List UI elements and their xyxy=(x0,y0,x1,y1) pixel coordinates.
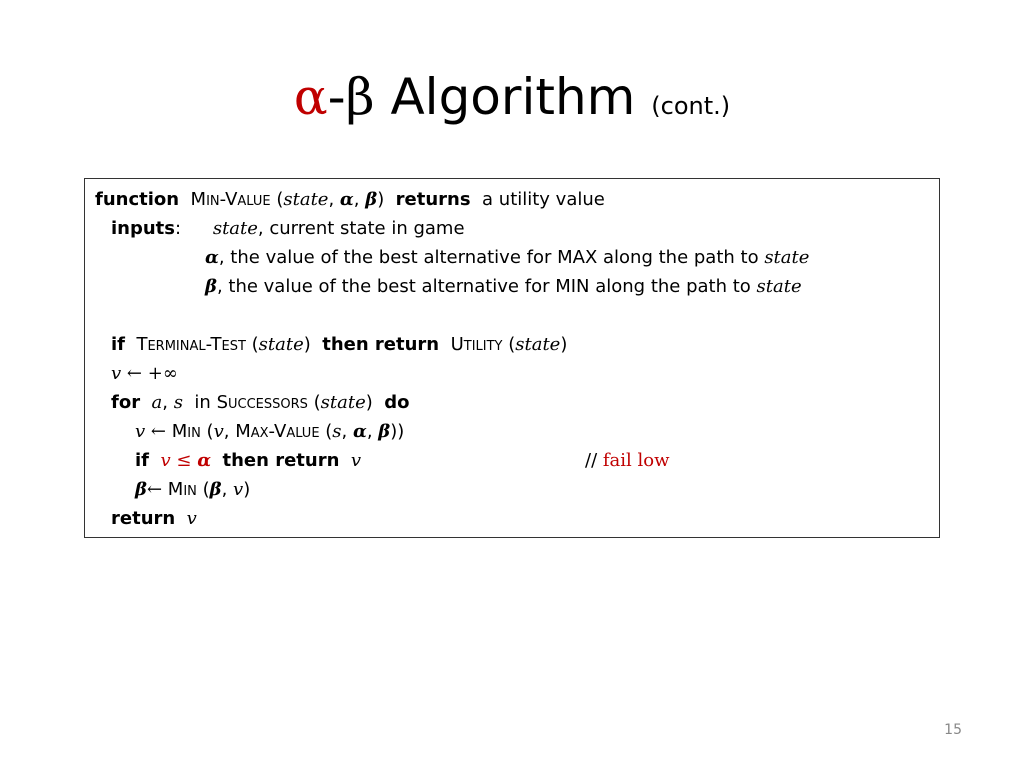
title-dash: - xyxy=(327,68,346,126)
symbol-alpha: α xyxy=(339,189,354,210)
var-state: state xyxy=(212,218,258,239)
comment-slashes: // xyxy=(585,450,598,471)
assign-arrow: ← xyxy=(126,363,142,384)
var-s: s xyxy=(332,421,342,442)
algorithm-box xyxy=(84,178,940,538)
keyword-function: function xyxy=(95,189,180,210)
algo-line-for-loop: for a, s in SUCCESSORS (state) do xyxy=(111,392,410,413)
title-text: Algorithm xyxy=(374,68,636,126)
algo-line-terminal-test: if TERMINAL-TEST (state) then return UTILITY (state) xyxy=(111,334,568,355)
symbol-beta: β xyxy=(378,421,391,442)
var-v: v xyxy=(160,450,171,471)
keyword-then-return: then return xyxy=(322,334,440,355)
keyword-if: if xyxy=(111,334,126,355)
page-number: 15 xyxy=(944,722,962,738)
var-v: v xyxy=(135,421,146,442)
keyword-then-return: then return xyxy=(222,450,340,471)
var-state: state xyxy=(764,247,810,268)
fn-max-value: MAX-VALUE xyxy=(235,421,320,442)
algo-line-inputs: inputs: state, current state in game xyxy=(111,218,465,239)
var-v: v xyxy=(111,363,122,384)
algo-line-alpha-input xyxy=(205,243,809,272)
var-v: v xyxy=(233,479,244,500)
algo-line-update-beta: β← MIN (β, v) xyxy=(135,479,251,500)
title-beta-symbol: β xyxy=(345,68,375,126)
var-v: v xyxy=(186,508,197,529)
slide-title xyxy=(0,62,1024,141)
algo-line-signature: function MIN-VALUE (state, α, β) returns a utility value xyxy=(95,189,605,210)
symbol-beta: β xyxy=(135,479,147,500)
alpha-description: , the value of the best alternative for MAX along the path to xyxy=(218,247,759,268)
algo-line-return xyxy=(111,504,197,533)
positive-infinity: +∞ xyxy=(147,363,178,384)
keyword-returns: returns xyxy=(395,189,471,210)
fn-min: MIN xyxy=(171,421,201,442)
fn-min: MIN xyxy=(167,479,197,500)
var-state: state xyxy=(283,189,329,210)
fn-terminal-test: TERMINAL-TEST xyxy=(136,334,246,355)
keyword-inputs: inputs xyxy=(111,218,176,239)
var-state: state xyxy=(258,334,304,355)
returns-description: a utility value xyxy=(482,189,605,210)
algo-line-init-v xyxy=(111,359,178,388)
keyword-if: if xyxy=(135,450,150,471)
symbol-alpha: α xyxy=(197,450,212,471)
var-state: state xyxy=(515,334,561,355)
var-v: v xyxy=(350,450,362,471)
assign-arrow: ← xyxy=(146,479,163,500)
var-state: state xyxy=(756,276,802,297)
word-in: in xyxy=(194,392,211,413)
fn-successors: SUCCESSORS xyxy=(216,392,308,413)
title-alpha-symbol: α xyxy=(293,68,328,126)
title-suffix: (cont.) xyxy=(651,92,731,120)
comment-text: fail low xyxy=(602,450,670,471)
symbol-alpha: α xyxy=(205,247,219,268)
fn-min-value: MIN-VALUE xyxy=(190,189,271,210)
var-state: state xyxy=(320,392,366,413)
beta-description: , the value of the best alternative for MIN along the path to xyxy=(216,276,751,297)
var-a: a xyxy=(151,392,163,413)
algo-line-beta-input xyxy=(205,272,802,301)
comment-fail-low xyxy=(585,446,670,475)
keyword-return: return xyxy=(111,508,176,529)
assign-arrow: ← xyxy=(150,421,166,442)
algo-line-prune xyxy=(135,446,670,475)
keyword-for: for xyxy=(111,392,141,413)
fn-utility: UTILITY xyxy=(450,334,503,355)
algo-line-update-v: v ← MIN (v, MAX-VALUE (s, α, β)) xyxy=(135,421,405,442)
state-description: , current state in game xyxy=(257,218,465,239)
keyword-do: do xyxy=(384,392,410,413)
var-s: s xyxy=(173,392,183,413)
symbol-beta: β xyxy=(205,276,217,297)
var-v: v xyxy=(213,421,224,442)
symbol-beta: β xyxy=(365,189,378,210)
symbol-beta: β xyxy=(209,479,222,500)
symbol-alpha: α xyxy=(352,421,367,442)
less-equal-symbol: ≤ xyxy=(176,450,192,471)
